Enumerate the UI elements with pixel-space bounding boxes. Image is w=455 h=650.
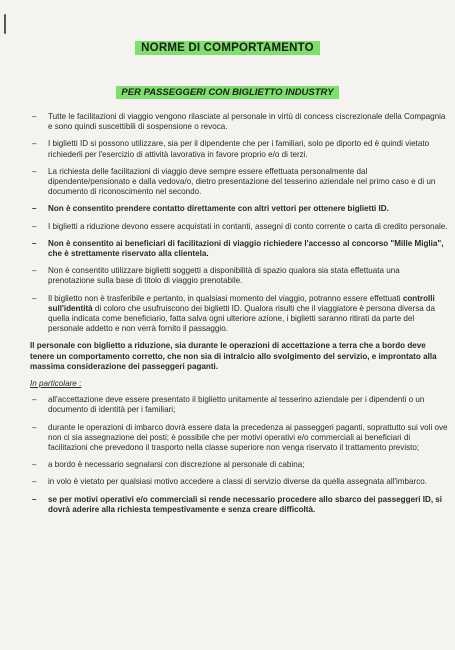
list-item-text: Non è consentito utilizzare biglietti soggetti a disponibilità di spazio qualora sia stata effettuata una prenotazione sulla base di titolo di viaggio prenotabile. bbox=[48, 266, 400, 286]
bullet-dash: – bbox=[32, 494, 37, 504]
list-item bbox=[30, 294, 448, 335]
bullet-dash: – bbox=[32, 477, 37, 487]
list-item bbox=[30, 167, 448, 198]
bullet-dash: – bbox=[32, 238, 37, 248]
bullet-dash: – bbox=[32, 266, 37, 276]
bullet-dash: – bbox=[32, 139, 37, 149]
rules-list bbox=[30, 112, 448, 334]
list-item-text: La richiesta delle facilitazioni di viaggio deve sempre essere effettuata personalmente dal dipendente/pensionato e dalla vedova/o, dietro presentazione del tesserino aziendale nel primo caso e di un documento di riconoscimento nel secondo. bbox=[48, 166, 436, 197]
list-item-text: Non è consentito ai beneficiari di facilitazioni di viaggio richiedere l'accesso al concorso "Mille Miglia", che è strettamente riservato alla clientela. bbox=[48, 238, 444, 259]
bullet-dash: – bbox=[32, 166, 37, 176]
conduct-paragraph: Il personale con biglietto a riduzione, sia durante le operazioni di accettazione a terra che a bordo deve tenere un comportamento corretto, che non sia di intralcio allo svolgimento del servizio, e improntato alla massima considerazione dei passeggeri paganti. bbox=[30, 341, 437, 371]
list-item bbox=[30, 477, 448, 487]
bullet-dash: – bbox=[32, 293, 37, 303]
list-item-text: all'accettazione deve essere presentato il biglietto unitamente al tesserino aziendale per i dipendenti o un documento di identità per i familiari; bbox=[48, 395, 425, 415]
list-item bbox=[30, 222, 448, 232]
list-item-text: durante le operazioni di imbarco dovrà essere data la precedenza ai passeggeri paganti, soprattutto sui voli ove non ci sia assegnazione dei posti; è possibile che per motivi operativi e/o commerciali ai beneficiari di facilitazioni che prevedono il trasporto nella classe superiore non venga riservato il trattamento previsto; bbox=[48, 422, 448, 453]
bullet-dash: – bbox=[32, 204, 37, 214]
list-item bbox=[30, 423, 448, 454]
list-item-text: I biglietti a riduzione devono essere acquistati in contanti, assegni di conto corrente o carta di credito personale. bbox=[48, 221, 448, 231]
list-item-text: Tutte le facilitazioni di viaggio vengono rilasciate al personale in virtù di concess ciscrezionale della Compagnia e sono quindi suscettibili di sospensione o revoca. bbox=[48, 112, 446, 132]
section-heading-text: In particolare bbox=[30, 379, 77, 389]
list-item-text: I biglietti ID si possono utilizzare, sia per il dipendente che per i familiari, solo pe diporto ed è quindi vietato richiederli per l'esercizio di attività lavorativa in favore proprio e/o di terzi. bbox=[48, 139, 430, 159]
particulars-list bbox=[30, 395, 448, 515]
list-item-text: in volo è vietato per qualsiasi motivo accedere a classi di servizio diverse da quella assegnata all'imbarco. bbox=[48, 477, 427, 487]
section-heading-colon: : bbox=[76, 379, 82, 389]
list-item bbox=[30, 266, 448, 286]
title-block bbox=[0, 38, 455, 56]
bullet-dash: – bbox=[32, 112, 37, 121]
list-item bbox=[30, 139, 448, 159]
bullet-dash: – bbox=[32, 395, 37, 405]
list-item-text-post: di coloro che usufruiscono dei biglietti ID. Qualora risulti che il viaggiatore è persona diversa da quella indicata come beneficiario, fatta salva ogni ulteriore azione, i biglietti saranno ritirati da parte del personale addetto e non verrà fornito il passaggio. bbox=[48, 303, 436, 334]
list-item-text-pre: Il biglietto non è trasferibile e pertanto, in qualsiasi momento del viaggio, potranno essere effettuati bbox=[48, 293, 403, 303]
list-item-text: a bordo è necessario segnalarsi con discrezione al personale di cabina; bbox=[48, 460, 305, 470]
scan-edge-mark bbox=[4, 14, 6, 34]
document-title: NORME DI COMPORTAMENTO bbox=[135, 41, 320, 55]
list-item bbox=[30, 204, 448, 214]
list-item bbox=[30, 495, 448, 515]
bullet-dash: – bbox=[32, 422, 37, 432]
document-body bbox=[30, 112, 448, 522]
section-heading bbox=[30, 379, 448, 389]
list-item-text-strong: controlli sull'identità bbox=[48, 293, 435, 313]
bullet-dash: – bbox=[32, 460, 37, 470]
list-item bbox=[30, 112, 448, 132]
list-item-text: Non è consentito prendere contatto direttamente con altri vettori per ottenere biglietti ID. bbox=[48, 204, 389, 214]
subtitle-block bbox=[0, 82, 455, 100]
list-item-text: se per motivi operativi e/o commerciali si rende necessario procedere allo sbarco dei passeggeri ID, si dovrà aderire alla richiesta tempestivamente e senza creare difficoltà. bbox=[48, 494, 443, 514]
list-item bbox=[30, 239, 448, 259]
list-item bbox=[30, 460, 448, 470]
list-item bbox=[30, 395, 448, 415]
document-subtitle: PER PASSEGGERI CON BIGLIETTO INDUSTRY bbox=[116, 86, 338, 99]
bullet-dash: – bbox=[32, 221, 37, 231]
